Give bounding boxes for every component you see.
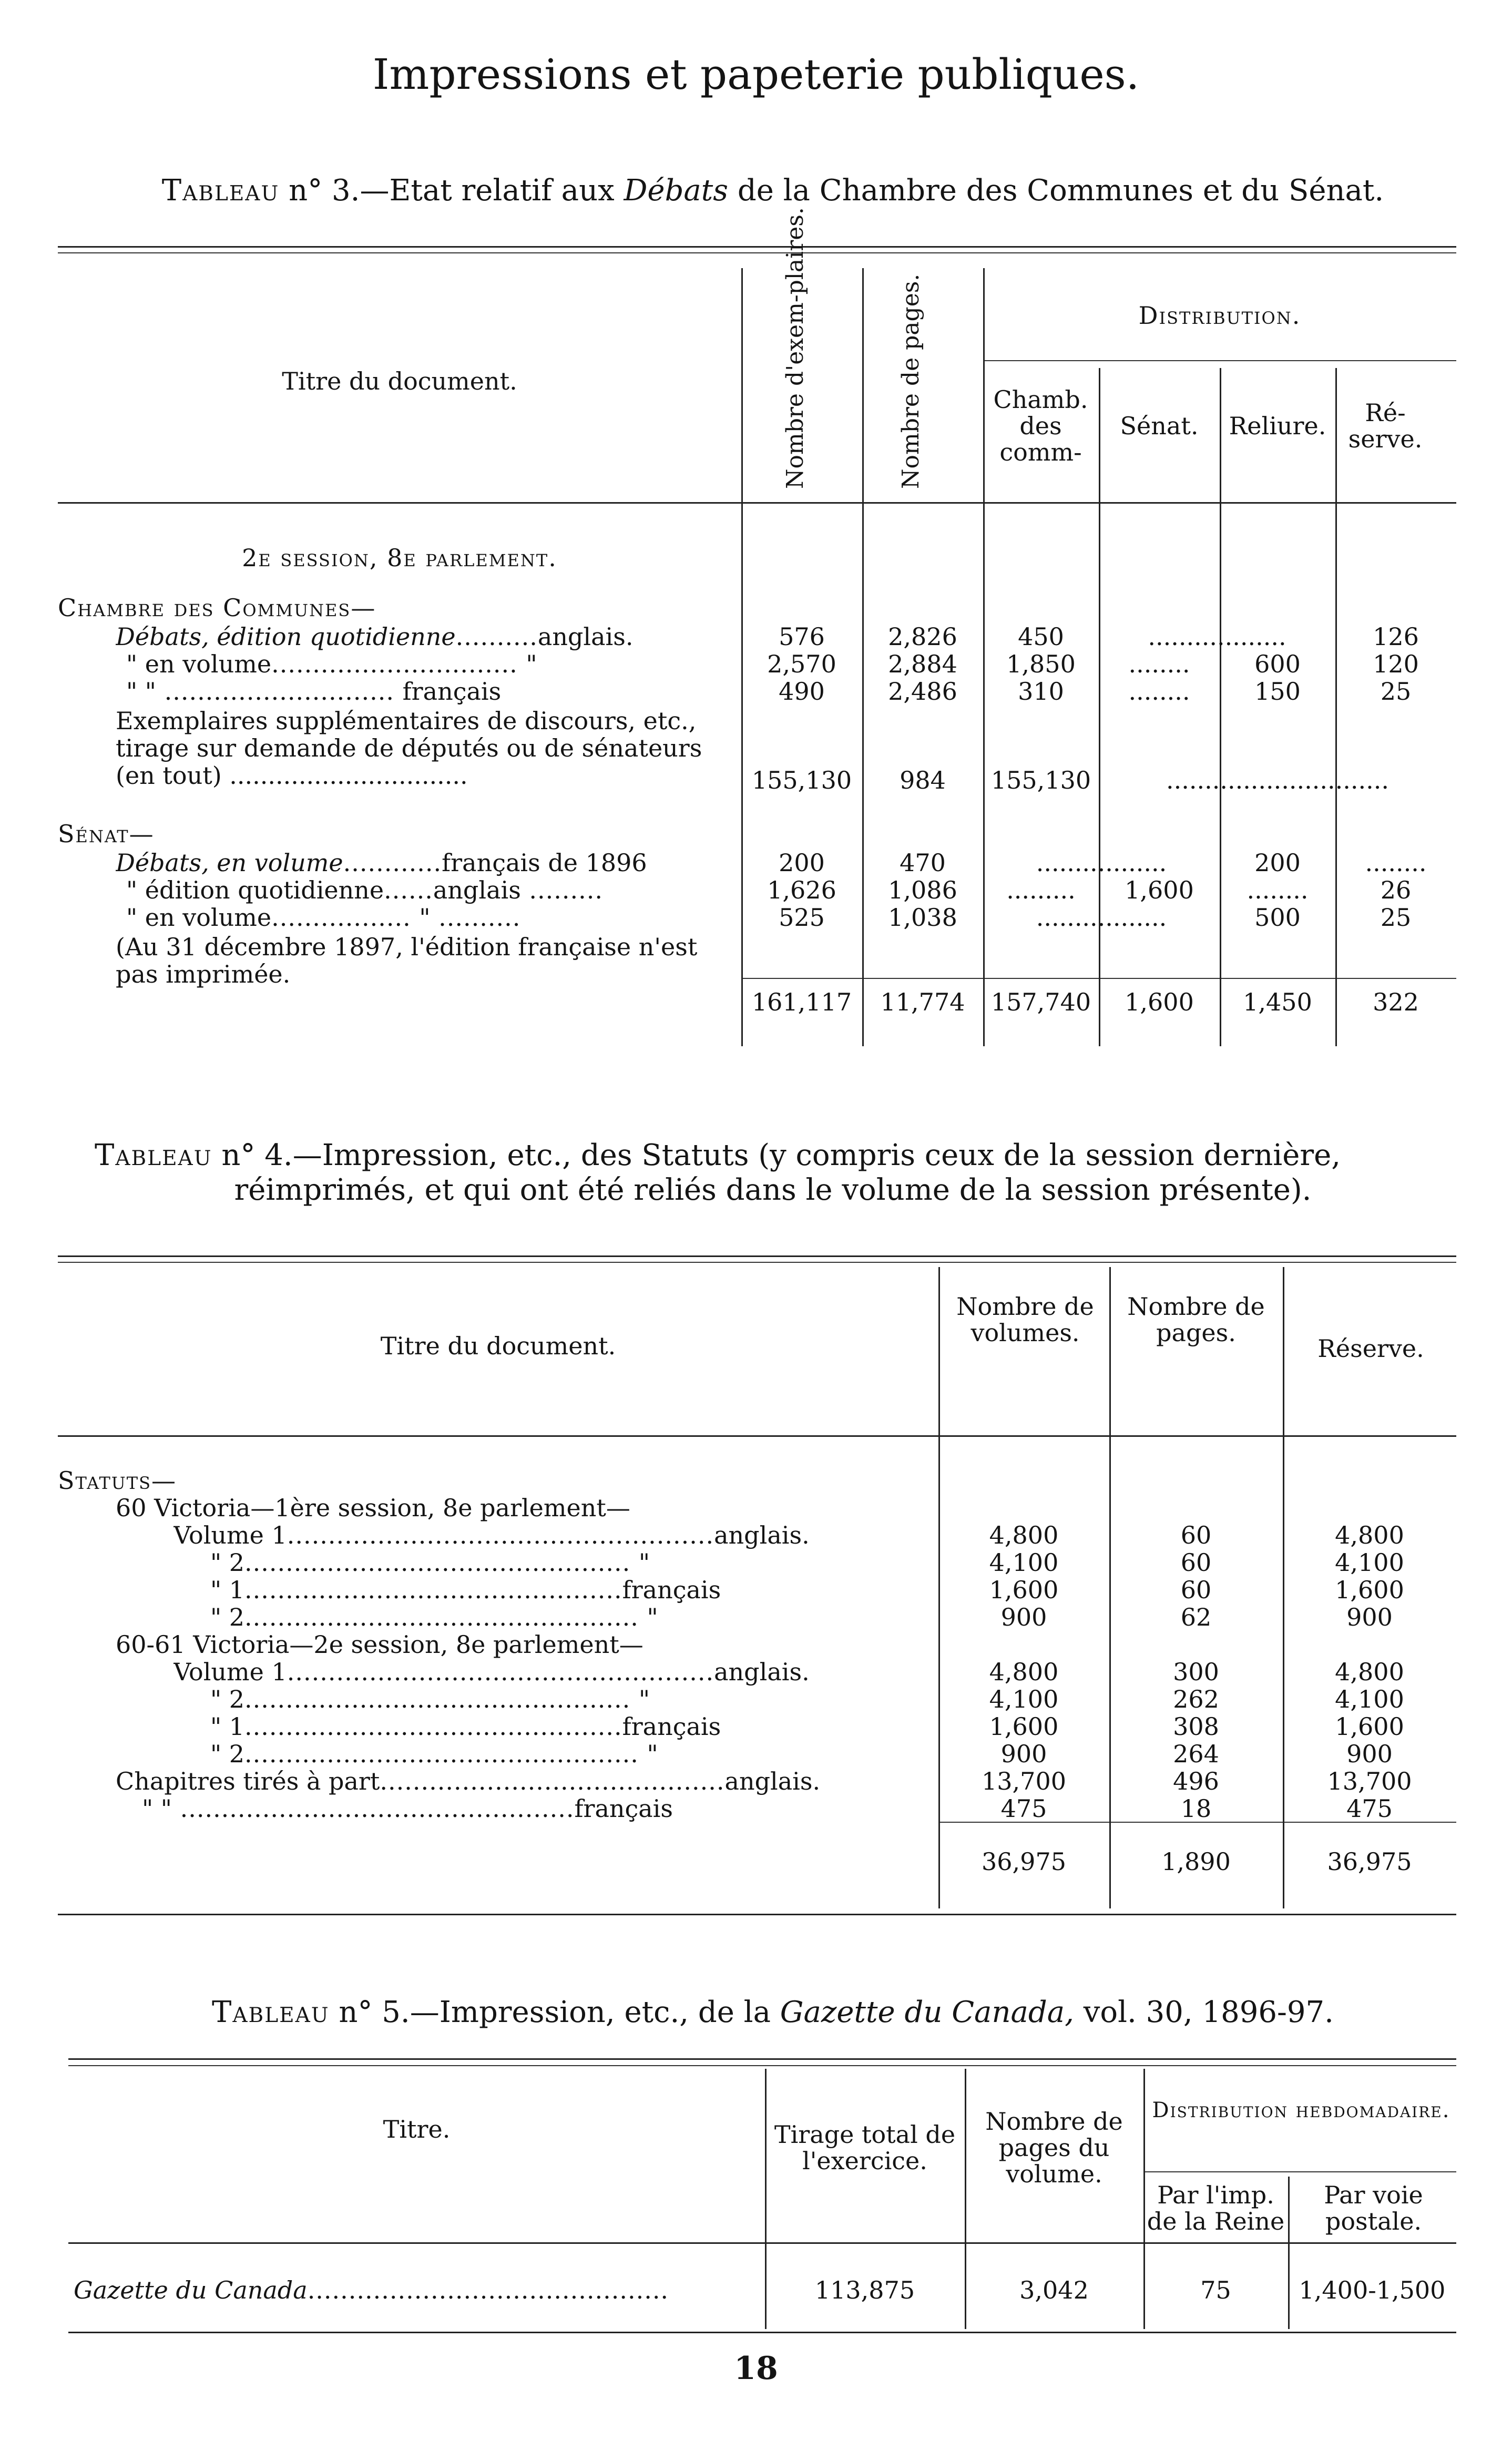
table4-row-label: " " ................................................français xyxy=(142,1795,673,1822)
table5-caption xyxy=(95,1995,1451,2030)
table4-cell: 900 xyxy=(1000,1740,1047,1768)
table3-cell: 25 xyxy=(1380,903,1412,932)
table5-caption-prefix: Tableau xyxy=(212,1995,330,2029)
table3-cell: 576 xyxy=(779,622,825,651)
table3-header-reliure: Reliure. xyxy=(1229,412,1326,440)
table3-group-communes: Chambre des Communes— xyxy=(58,594,376,622)
table4-caption-prefix: Tableau xyxy=(95,1138,212,1172)
table3-dots: ................. xyxy=(1036,903,1167,932)
table5-header-distribution: Distribution hebdomadaire. xyxy=(1152,2098,1450,2122)
table4-header-pages: Nombre de pages. xyxy=(1127,1292,1265,1347)
table3-header-senat: Sénat. xyxy=(1120,412,1199,440)
table3-cell: 1,086 xyxy=(888,876,957,904)
table3-caption-rest: de la Chambre des Communes et du Sénat. xyxy=(737,173,1384,208)
table4-row-label: Volume 1....................................................anglais. xyxy=(173,1658,810,1686)
table4-cell: 300 xyxy=(1173,1658,1219,1686)
table3-caption-num: n° 3.—Etat relatif aux xyxy=(289,173,615,208)
table4-header-reserve: Réserve. xyxy=(1317,1334,1424,1363)
table3-dots: ........ xyxy=(1128,650,1190,678)
table4-cell: 900 xyxy=(1346,1603,1393,1631)
table3-session: 2e session, 8e parlement. xyxy=(242,544,557,572)
table3-cell: 200 xyxy=(779,849,825,877)
table4-row-label: " 2............................................... " xyxy=(210,1549,650,1576)
table5-header-pages: Nombre de pages du volume. xyxy=(985,2107,1123,2188)
table4-total: 36,975 xyxy=(1327,1847,1412,1876)
table4-cell: 4,100 xyxy=(1335,1685,1404,1713)
table3-row-label: " en volume.............................. " xyxy=(126,650,537,678)
table3-cell: 155,130 xyxy=(751,766,852,794)
table3-header-pages: Nombre de pages. xyxy=(897,273,924,489)
table3-cell: 450 xyxy=(1018,622,1064,651)
table4-row-label: " 2................................................ " xyxy=(210,1740,658,1768)
table4-cell: 475 xyxy=(1000,1794,1047,1823)
table4-subgroup: 60-61 Victoria—2e session, 8e parlement— xyxy=(116,1630,643,1659)
table3-row-label: Débats, édition quotidienne..........anglais. xyxy=(116,623,634,650)
table4-cell: 60 xyxy=(1180,1521,1212,1549)
table4-cell: 4,100 xyxy=(1335,1548,1404,1577)
table3-row-label: Exemplaires supplémentaires de discours, etc., tirage sur demande de députés ou de sénateurs (en tout) ............................... xyxy=(116,707,702,790)
table3-cell: 2,826 xyxy=(888,622,957,651)
table4-row-label: " 1..............................................français xyxy=(210,1713,721,1740)
table3-cell: 2,570 xyxy=(767,650,836,678)
table4-cell: 60 xyxy=(1180,1576,1212,1604)
table3-dots: ......... xyxy=(1006,876,1076,904)
table3-header-reserve: Ré-serve. xyxy=(1348,399,1423,453)
table4-cell: 1,600 xyxy=(1335,1712,1404,1741)
table3-dots: .................. xyxy=(1148,622,1286,651)
table3-caption xyxy=(95,173,1451,208)
table4-caption-line2: réimprimés, et qui ont été reliés dans le volume de la session présente). xyxy=(234,1173,1312,1207)
table3-cell: 490 xyxy=(779,677,825,706)
table3-dots: ........ xyxy=(1365,849,1427,877)
table4-cell: 4,100 xyxy=(989,1548,1059,1577)
table3-total: 1,600 xyxy=(1125,988,1194,1016)
table3-note: (Au 31 décembre 1897, l'édition française n'est pas imprimée. xyxy=(116,933,698,988)
table4-cell: 60 xyxy=(1180,1548,1212,1577)
table4-cell: 4,800 xyxy=(1335,1658,1404,1686)
table3-header-copies: Nombre d'exem-plaires. xyxy=(782,207,809,489)
table4-header-volumes: Nombre de volumes. xyxy=(956,1292,1094,1347)
table5-cell: 1,400-1,500 xyxy=(1299,2276,1446,2304)
table3-header-title: Titre du document. xyxy=(282,367,517,395)
table4-total: 1,890 xyxy=(1161,1847,1231,1876)
table3-row-label: " en volume................. " .......... xyxy=(126,904,521,931)
table3-cell: 26 xyxy=(1380,876,1412,904)
table3-cell: 155,130 xyxy=(990,766,1091,794)
table3-cell: 25 xyxy=(1380,677,1412,706)
table3-cell: 200 xyxy=(1254,849,1301,877)
table3-cell: 1,626 xyxy=(767,876,836,904)
table3-caption-italic: Débats xyxy=(624,173,729,208)
table4-caption-line1: n° 4.—Impression, etc., des Statuts (y compris ceux de la session dernière, xyxy=(221,1138,1341,1172)
table3-cell: 525 xyxy=(779,903,825,932)
table3-row-label: " " ............................ français xyxy=(126,678,502,705)
table3-cell: 984 xyxy=(900,766,946,794)
table5-header-par-voie: Par voie postale. xyxy=(1324,2181,1423,2235)
table5-cell: 3,042 xyxy=(1019,2276,1089,2304)
table4-cell: 1,600 xyxy=(989,1712,1059,1741)
table5-caption-italic: Gazette du Canada, xyxy=(780,1995,1074,2029)
table5-cell: 75 xyxy=(1200,2276,1231,2304)
table3-dots: ............................. xyxy=(1166,766,1390,794)
table3-header-distribution: Distribution. xyxy=(1138,301,1301,330)
table3-dots: ........ xyxy=(1247,876,1309,904)
table4-row-label: " 2................................................ " xyxy=(210,1604,658,1631)
table3-total: 1,450 xyxy=(1243,988,1312,1016)
table3-cell: 2,884 xyxy=(888,650,957,678)
table4-cell: 4,800 xyxy=(989,1658,1059,1686)
table4-row-label: Chapitres tirés à part..........................................anglais. xyxy=(116,1768,821,1795)
table5-header-par-imp: Par l'imp. de la Reine xyxy=(1147,2181,1285,2235)
table4-subgroup: 60 Victoria—1ère session, 8e parlement— xyxy=(116,1494,630,1522)
table3-cell: 1,038 xyxy=(888,903,957,932)
table4-cell: 18 xyxy=(1180,1794,1212,1823)
table4-row-label: Volume 1....................................................anglais. xyxy=(173,1521,810,1549)
table3-cell: 126 xyxy=(1373,622,1419,651)
table4-cell: 4,100 xyxy=(989,1685,1059,1713)
table5-caption-num: n° 5.—Impression, etc., de la xyxy=(339,1995,771,2029)
table4-row-label: " 2............................................... " xyxy=(210,1686,650,1713)
table4-total: 36,975 xyxy=(982,1847,1066,1876)
table3-cell: 120 xyxy=(1373,650,1419,678)
table4-cell: 62 xyxy=(1180,1603,1212,1631)
table4-cell: 13,700 xyxy=(1327,1767,1412,1795)
table3-total: 11,774 xyxy=(880,988,965,1016)
table4-cell: 308 xyxy=(1173,1712,1219,1741)
table3-cell: 600 xyxy=(1254,650,1301,678)
table3-header-chamb: Chamb. des comm- xyxy=(993,385,1088,466)
table5-row-label: Gazette du Canada............................................ xyxy=(74,2276,669,2304)
table4-cell: 13,700 xyxy=(982,1767,1066,1795)
table3-row-label: " édition quotidienne......anglais ......... xyxy=(126,876,604,904)
table3-cell: 1,600 xyxy=(1125,876,1194,904)
table4-cell: 900 xyxy=(1346,1740,1393,1768)
table4-cell: 1,600 xyxy=(989,1576,1059,1604)
table4-row-label: " 1..............................................français xyxy=(210,1576,721,1604)
table3-caption-prefix: Tableau xyxy=(161,173,280,208)
page-title: Impressions et papeterie publiques. xyxy=(372,50,1140,99)
table3-row-label: Débats, en volume............français de 1896 xyxy=(116,849,647,876)
table4-group-statuts: Statuts— xyxy=(58,1466,177,1495)
table3-cell: 2,486 xyxy=(888,677,957,706)
table4-cell: 262 xyxy=(1173,1685,1219,1713)
table3-cell: 150 xyxy=(1254,677,1301,706)
table3-cell: 310 xyxy=(1018,677,1064,706)
table3-total: 161,117 xyxy=(751,988,852,1016)
table3-cell: 470 xyxy=(900,849,946,877)
table3-total: 322 xyxy=(1373,988,1419,1016)
table5-header-title: Titre. xyxy=(383,2115,451,2143)
table3-dots: ........ xyxy=(1128,677,1190,706)
page-number: 18 xyxy=(734,2350,778,2387)
table4-cell: 264 xyxy=(1173,1740,1219,1768)
table4-caption xyxy=(95,1138,1451,1208)
table5-header-tirage: Tirage total de l'exercice. xyxy=(774,2120,956,2175)
table3-group-senat: Sénat— xyxy=(58,820,155,848)
table4-cell: 475 xyxy=(1346,1794,1393,1823)
table4-cell: 4,800 xyxy=(989,1521,1059,1549)
table4-cell: 496 xyxy=(1173,1767,1219,1795)
table4-header-title: Titre du document. xyxy=(380,1332,616,1360)
table4-cell: 4,800 xyxy=(1335,1521,1404,1549)
table4-cell: 1,600 xyxy=(1335,1576,1404,1604)
table3-dots: ................. xyxy=(1036,849,1167,877)
table3-total: 157,740 xyxy=(990,988,1091,1016)
table3-cell: 500 xyxy=(1254,903,1301,932)
table5-cell: 113,875 xyxy=(814,2276,915,2304)
table4-cell: 900 xyxy=(1000,1603,1047,1631)
table3-cell: 1,850 xyxy=(1006,650,1076,678)
table5-caption-rest: vol. 30, 1896-97. xyxy=(1083,1995,1334,2029)
